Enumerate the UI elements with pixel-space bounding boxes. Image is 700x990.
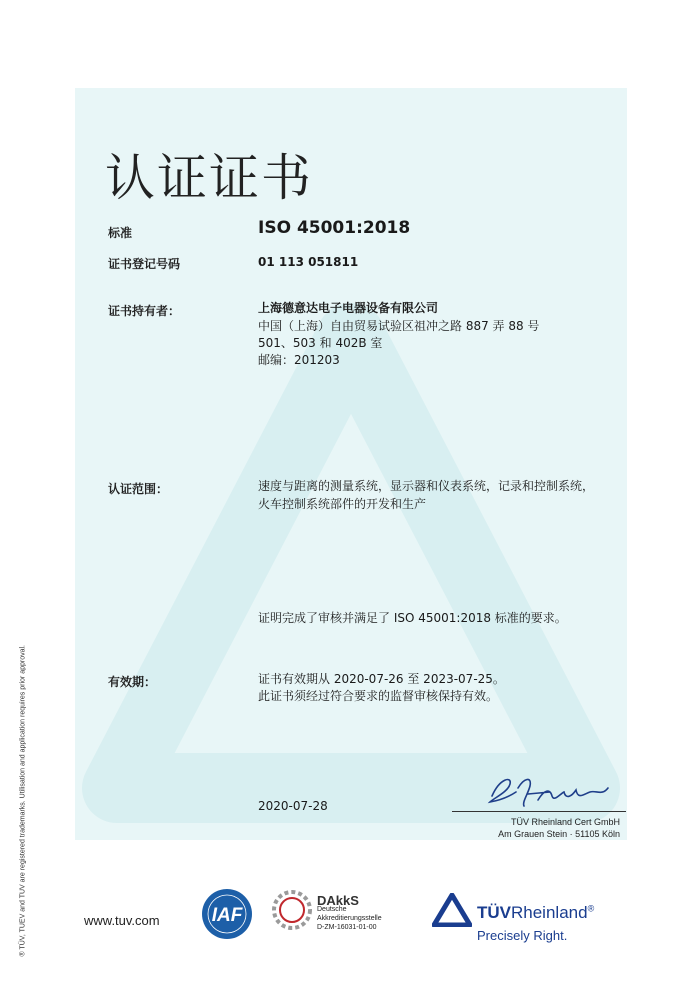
holder-label: 证书持有者： (108, 304, 181, 318)
standard-value: ISO 45001:2018 (258, 218, 411, 238)
tuv-triangle-icon (432, 893, 472, 927)
holder-address-line-1: 中国（上海）自由贸易试验区祖冲之路 887 弄 88 号 (258, 319, 540, 333)
validity-line-1: 证书有效期从 2020-07-26 至 2023-07-25。 (258, 672, 505, 686)
issuer-address: Am Grauen Stein · 51105 Köln (498, 829, 620, 839)
issuer-block (470, 816, 620, 840)
validity-line-2: 此证书须经过符合要求的监督审核保持有效。 (258, 689, 499, 703)
holder-name: 上海德意达电子电器设备有限公司 (258, 301, 439, 315)
dakks-name: DAkkS (317, 893, 359, 908)
standard-label: 标准 (108, 226, 133, 240)
tuv-brand-suffix: Rheinland (511, 903, 588, 922)
trademark-note: ® TÜV, TUEV and TUV are registered trademarks. Utilisation and application requires prior approval. (19, 645, 27, 957)
tuv-brand-prefix: TÜV (477, 903, 511, 922)
compliance-statement: 证明完成了审核并满足了 ISO 45001:2018 标准的要求。 (258, 611, 567, 625)
scope-line-1: 速度与距离的测量系统，显示器和仪表系统，记录和控制系统， (258, 479, 595, 493)
signature-line (452, 811, 626, 812)
scope-label: 认证范围： (108, 482, 169, 496)
dakks-id: D-ZM-16031-01-00 (317, 924, 377, 931)
iaf-logo (190, 888, 264, 940)
certificate-title: 认证证书 (105, 149, 313, 207)
tuv-brand-mark: ® (587, 903, 595, 914)
issuer-name: TÜV Rheinland Cert GmbH (510, 817, 620, 827)
dakks-line-2: Akkreditierungsstelle (317, 915, 382, 922)
tuv-brand (477, 903, 594, 923)
holder-address-line-2: 501、503 和 402B 室 (258, 336, 383, 350)
scope-line-2: 火车控制系统部件的开发和生产 (258, 497, 427, 511)
registration-label: 证书登记号码 (108, 257, 181, 271)
registration-number: 01 113 051811 (258, 255, 359, 269)
signature-image (480, 772, 620, 812)
website-link[interactable]: www.tuv.com (84, 913, 160, 928)
validity-label: 有效期： (108, 675, 157, 689)
holder-postcode: 邮编：201203 (258, 353, 340, 367)
dakks-details (317, 905, 382, 932)
issue-date: 2020-07-28 (258, 799, 328, 813)
dakks-line-1: Deutsche (317, 906, 347, 913)
tuv-slogan: Precisely Right. (477, 928, 568, 943)
iaf-logo-text: IAF (211, 905, 243, 926)
